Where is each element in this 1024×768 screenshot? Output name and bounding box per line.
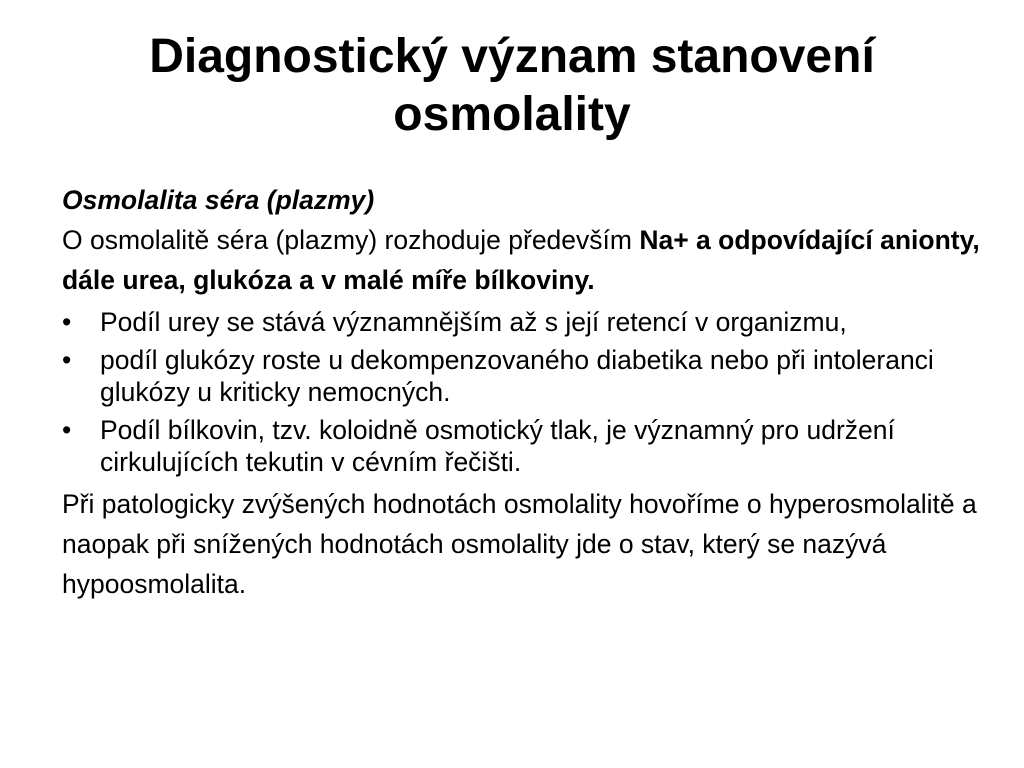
slide-title (40, 28, 984, 144)
bullet-item (62, 344, 982, 408)
bullet-list (62, 306, 982, 478)
bullet-marker: • (62, 415, 72, 445)
closing-paragraph: Při patologicky zvýšených hodnotách osmolality hovoříme o hyperosmolalitě a naopak při snížených hodnotách osmolality jde o stav, který se nazývá hypoosmolalita. (62, 489, 977, 599)
intro-text: O osmolalitě séra (plazmy) rozhoduje především (62, 225, 640, 255)
bullet-text: Podíl bílkovin, tzv. koloidně osmotický tlak, je významný pro udržení cirkulujících tekutin v cévním řečišti. (100, 415, 895, 477)
slide-title-line-2: osmolality (393, 88, 631, 141)
subheading: Osmolalita séra (plazmy) (62, 185, 375, 215)
intro-paragraph (62, 220, 982, 300)
bullet-marker: • (62, 307, 72, 337)
slide-body (62, 180, 982, 604)
bullet-item (62, 414, 982, 478)
bullet-text: Podíl urey se stává významnějším až s její retencí v organizmu, (100, 307, 847, 337)
bullet-marker: • (62, 345, 72, 375)
bullet-item (62, 306, 982, 338)
bullet-text: podíl glukózy roste u dekompenzovaného diabetika nebo při intoleranci glukózy u kriticky nemocných. (100, 345, 934, 407)
intro-bold-text: Na+ a odpovídající anionty, dále urea, glukóza a v malé míře bílkoviny. (62, 225, 980, 295)
slide-title-line-1: Diagnostický význam stanovení (149, 30, 875, 83)
